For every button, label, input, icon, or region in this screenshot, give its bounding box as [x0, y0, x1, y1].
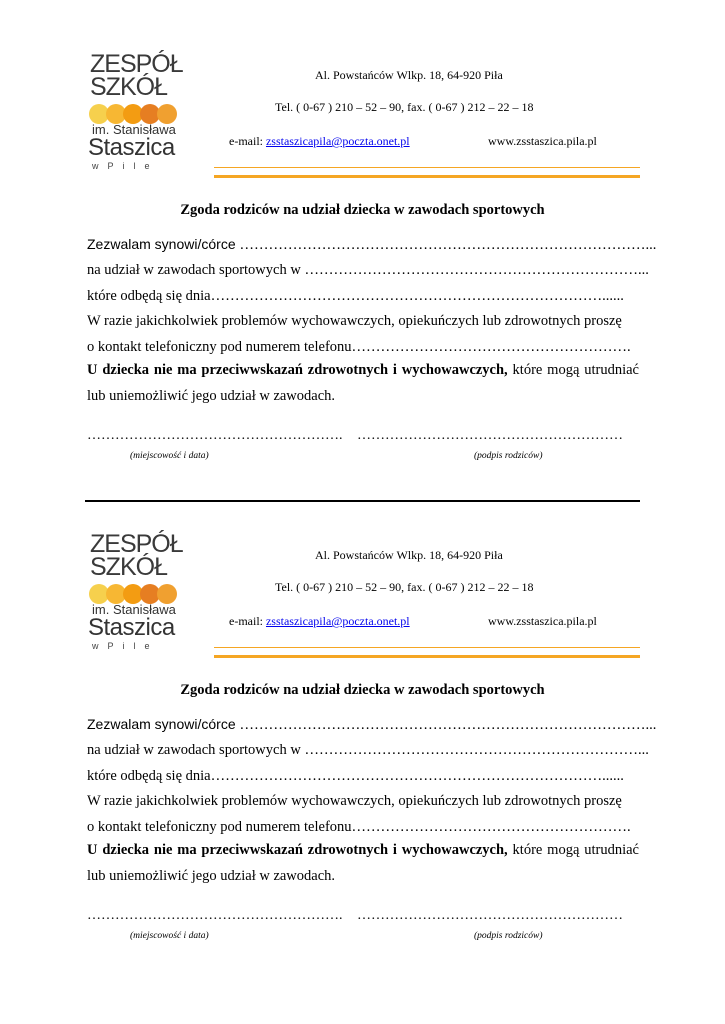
header-rule-thin: [214, 167, 640, 168]
logo-word-zespol: ZESPÓŁ: [90, 50, 183, 78]
child-name-line: [87, 236, 656, 254]
health-statement: [87, 362, 639, 379]
email-link[interactable]: zsstaszicapila@poczta.onet.pl: [265, 134, 410, 148]
form-title: Zgoda rodziców na udział dziecka w zawodach sportowych: [180, 202, 545, 218]
health-statement-end: lub uniemożliwić jego udział w zawodach.: [87, 868, 336, 884]
date-label: które odbędą się dnia: [87, 768, 211, 784]
logo-city: wPile: [92, 641, 159, 651]
health-statement-bold: U dziecka nie ma przeciwwskazań zdrowotnych i wychowawczych,: [87, 842, 508, 858]
problems-text: W razie jakichkolwiek problemów wychowawczych, opiekuńczych lub zdrowotnych proszę: [87, 313, 622, 329]
header-rule-thick: [214, 175, 640, 178]
child-name-field: …………………………………………………………………………...: [239, 237, 657, 253]
school-phone: Tel. ( 0-67 ) 210 – 52 – 90, fax. ( 0-67 ) 212 – 22 – 18: [275, 580, 534, 594]
logo-patron-prefix: im. Stanisława: [92, 122, 176, 137]
consent-form-top: [0, 0, 725, 480]
competition-line: [87, 262, 649, 279]
child-name-line: [87, 716, 656, 734]
place-date-field: ……………………………………………….: [87, 908, 343, 923]
signature-caption: (podpis rodziców): [474, 451, 543, 461]
school-website: www.zsstaszica.pila.pl: [488, 614, 597, 628]
logo-patron-name: Staszica: [88, 614, 175, 641]
place-date-field: ……………………………………………….: [87, 428, 343, 443]
phone-line: [87, 339, 631, 356]
competition-field: ……………………………………………………………...: [304, 262, 649, 278]
email-label: e-mail:: [229, 134, 266, 148]
logo-word-szkol: SZKÓŁ: [90, 73, 167, 101]
problems-text: W razie jakichkolwiek problemów wychowawczych, opiekuńczych lub zdrowotnych proszę: [87, 793, 622, 809]
school-address: Al. Powstańców Wlkp. 18, 64-920 Piła: [315, 548, 503, 562]
health-statement-rest: które mogą utrudniać: [507, 362, 639, 378]
school-email: [229, 134, 410, 149]
health-statement: [87, 842, 639, 859]
phone-label: o kontakt telefoniczny pod numerem telefonu: [87, 819, 352, 835]
signature-field: …………………………………………………: [357, 908, 623, 923]
date-field: ………………………………………………………………………......: [210, 288, 624, 304]
child-name-field: …………………………………………………………………………...: [239, 717, 657, 733]
competition-field: ……………………………………………………………...: [304, 742, 649, 758]
child-name-label: Zezwalam synowi/córce: [87, 716, 240, 732]
consent-form-bottom: [0, 480, 725, 960]
health-statement-bold: U dziecka nie ma przeciwwskazań zdrowotnych i wychowawczych,: [87, 362, 508, 378]
header-rule-thick: [214, 655, 640, 658]
logo-word-zespol: ZESPÓŁ: [90, 530, 183, 558]
phone-field: ………………………………………………….: [351, 339, 631, 355]
school-phone: Tel. ( 0-67 ) 210 – 52 – 90, fax. ( 0-67 ) 212 – 22 – 18: [275, 100, 534, 114]
school-website: www.zsstaszica.pila.pl: [488, 134, 597, 148]
place-date-caption: (miejscowość i data): [130, 931, 209, 941]
school-logo: [88, 530, 188, 655]
competition-label: na udział w zawodach sportowych w: [87, 262, 305, 278]
date-line: [87, 768, 624, 785]
school-email: [229, 614, 410, 629]
form-title: Zgoda rodziców na udział dziecka w zawodach sportowych: [180, 682, 545, 698]
logo-patron-name: Staszica: [88, 134, 175, 161]
signature-caption: (podpis rodziców): [474, 931, 543, 941]
competition-line: [87, 742, 649, 759]
email-link[interactable]: zsstaszicapila@poczta.onet.pl: [265, 614, 410, 628]
logo-city: wPile: [92, 161, 159, 171]
health-statement-end: lub uniemożliwić jego udział w zawodach.: [87, 388, 336, 404]
header-rule-thin: [214, 647, 640, 648]
place-date-caption: (miejscowość i data): [130, 451, 209, 461]
phone-line: [87, 819, 631, 836]
logo-word-szkol: SZKÓŁ: [90, 553, 167, 581]
logo-patron-prefix: im. Stanisława: [92, 602, 176, 617]
email-label: e-mail:: [229, 614, 266, 628]
competition-label: na udział w zawodach sportowych w: [87, 742, 305, 758]
date-field: ………………………………………………………………………......: [210, 768, 624, 784]
school-address: Al. Powstańców Wlkp. 18, 64-920 Piła: [315, 68, 503, 82]
signature-field: …………………………………………………: [357, 428, 623, 443]
date-line: [87, 288, 624, 305]
child-name-label: Zezwalam synowi/córce: [87, 236, 240, 252]
school-logo: [88, 50, 188, 175]
phone-field: ………………………………………………….: [351, 819, 631, 835]
health-statement-rest: które mogą utrudniać: [507, 842, 639, 858]
date-label: które odbędą się dnia: [87, 288, 211, 304]
phone-label: o kontakt telefoniczny pod numerem telefonu: [87, 339, 352, 355]
